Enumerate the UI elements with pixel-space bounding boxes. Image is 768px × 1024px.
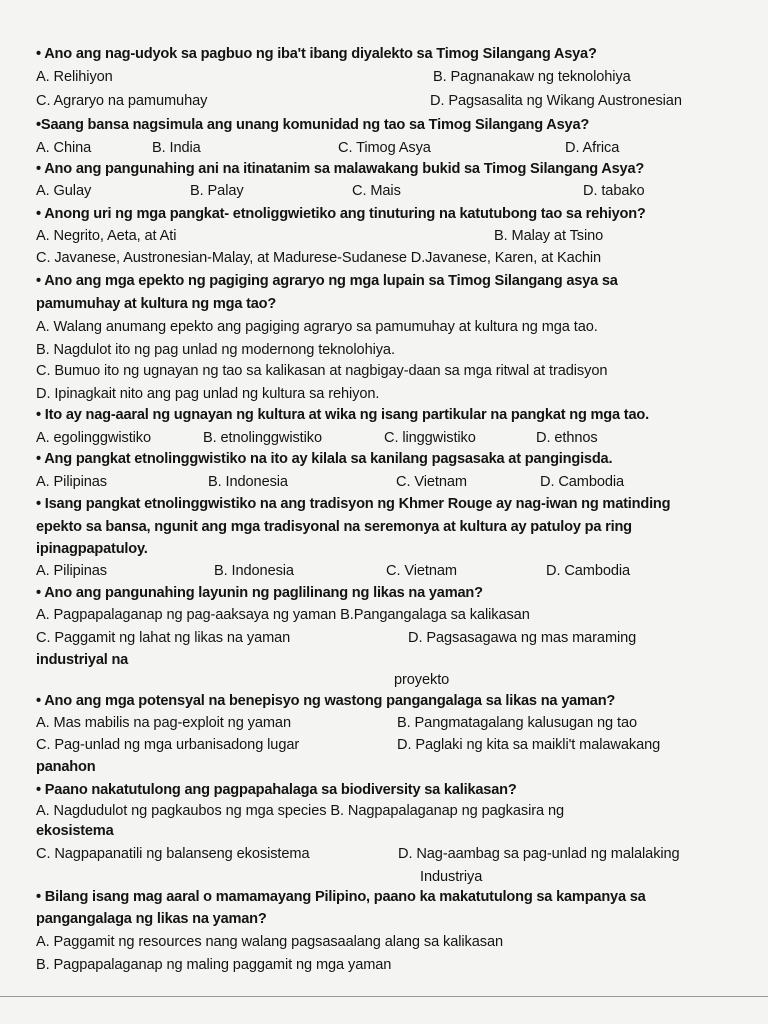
line-text: A. Gulay <box>36 183 92 199</box>
answer-line <box>36 737 736 754</box>
question-line <box>36 519 736 536</box>
option-b: B. India <box>152 140 201 156</box>
question-line <box>36 496 736 513</box>
line-text: ekosistema <box>36 823 114 839</box>
line-text: A. Paggamit ng resources nang walang pagsasaalang alang sa kalikasan <box>36 934 503 950</box>
question-line <box>36 296 736 313</box>
line-text: • Anong uri ng mga pangkat- etnoliggwietiko ang tinuturing na katutubong tao sa rehiyon? <box>36 206 646 222</box>
line-text: A. Negrito, Aeta, at Ati <box>36 228 177 244</box>
option-b: D. Pagsasagawa ng mas maraming <box>408 630 637 646</box>
option-c: C. linggwistiko <box>384 430 476 446</box>
question-line <box>36 117 736 134</box>
line-text: A. Nagdudulot ng pagkaubos ng mga species B. Nagpapalaganap ng pagkasira ng <box>36 803 564 819</box>
question-line <box>36 693 736 710</box>
option-d: D. tabako <box>583 183 645 199</box>
option-d: D. Cambodia <box>546 563 631 579</box>
line-text: A. Relihiyon <box>36 69 113 85</box>
question-line <box>36 161 736 178</box>
option-d: D. Africa <box>565 140 620 156</box>
question-line <box>36 823 736 840</box>
line-text: B. Nagdulot ito ng pag unlad ng modernong teknolohiya. <box>36 342 395 358</box>
line-text: •Saang bansa nagsimula ang unang komunidad ng tao sa Timog Silangang Asya? <box>36 117 590 133</box>
line-text: A. Pilipinas <box>36 474 107 490</box>
line-text: C. Nagpapanatili ng balanseng ekosistema <box>36 846 310 862</box>
line-text: • Ang pangkat etnolinggwistiko na ito ay kilala sa kanilang pagsasaka at pangingisda. <box>36 451 613 467</box>
question-line <box>36 782 736 799</box>
answer-line <box>36 430 736 447</box>
question-line <box>36 759 736 776</box>
option-b: D. Nag-aambag sa pag-unlad ng malalaking <box>398 846 680 862</box>
line-text: epekto sa bansa, ngunit ang mga tradisyonal na seremonya at kultura ay patuloy pa ring <box>36 519 632 535</box>
question-line <box>36 407 736 424</box>
line-text: A. Mas mabilis na pag-exploit ng yaman <box>36 715 291 731</box>
option-b: B. Pangmatagalang kalusugan ng tao <box>397 715 638 731</box>
option-b: D. Pagsasalita ng Wikang Austronesian <box>430 93 682 109</box>
answer-line <box>36 228 736 245</box>
line-text: D. Ipinagkait nito ang pag unlad ng kultura sa rehiyon. <box>36 386 380 402</box>
question-line <box>36 451 736 468</box>
line-text: • Ito ay nag-aaral ng ugnayan ng kultura at wika ng isang partikular na pangkat ng mga tao. <box>36 407 649 423</box>
question-line <box>36 273 736 290</box>
line-text: A. Pilipinas <box>36 563 107 579</box>
answer-line <box>36 846 736 863</box>
answer-line <box>36 140 736 157</box>
line-text: C. Paggamit ng lahat ng likas na yaman <box>36 630 291 646</box>
line-text: A. egolinggwistiko <box>36 430 152 446</box>
line-text: • Ano ang mga potensyal na benepisyo ng wastong pangangalaga sa likas na yaman? <box>36 693 616 709</box>
bottom-rule <box>0 996 768 997</box>
line-text: ipinagpapatuloy. <box>36 541 148 557</box>
line-text: industriyal na <box>36 652 129 668</box>
line-text: C. Agraryo na pamumuhay <box>36 93 208 109</box>
line-text: Industriya <box>420 869 483 885</box>
answer-line <box>36 69 736 86</box>
answer-line <box>36 607 736 624</box>
answer-line <box>36 319 736 336</box>
line-text: • Ano ang pangunahing layunin ng paglilinang ng likas na yaman? <box>36 585 483 601</box>
line-text: • Isang pangkat etnolinggwistiko na ang tradisyon ng Khmer Rouge ay nag-iwan ng matinding <box>36 496 671 512</box>
line-text: pamumuhay at kultura ng mga tao? <box>36 296 277 312</box>
line-text: proyekto <box>394 672 450 688</box>
line-text: • Ano ang mga epekto ng pagiging agraryo ng mga lupain sa Timog Silangang asya sa <box>36 273 618 289</box>
option-d: D. ethnos <box>536 430 598 446</box>
option-c: C. Vietnam <box>386 563 457 579</box>
answer-line <box>36 183 736 200</box>
answer-line <box>36 803 736 820</box>
line-text: C. Pag-unlad ng mga urbanisadong lugar <box>36 737 300 753</box>
option-b: B. Palay <box>190 183 244 199</box>
line-text: • Ano ang pangunahing ani na itinatanim sa malawakang bukid sa Timog Silangang Asya? <box>36 161 645 177</box>
line-text: A. Pagpapalaganap ng pag-aaksaya ng yaman B.Pangangalaga sa kalikasan <box>36 607 530 623</box>
line-text: pangangalaga ng likas na yaman? <box>36 911 267 927</box>
answer-line <box>36 715 736 732</box>
question-line <box>36 541 736 558</box>
option-b: B. Indonesia <box>208 474 288 490</box>
line-text: • Paano nakatutulong ang pagpapahalaga sa biodiversity sa kalikasan? <box>36 782 517 798</box>
question-line <box>36 206 736 223</box>
question-line <box>36 585 736 602</box>
answer-line <box>394 672 768 689</box>
answer-line <box>36 563 736 580</box>
question-line <box>36 911 736 928</box>
answer-line <box>36 386 736 403</box>
question-line <box>36 652 736 669</box>
answer-line <box>36 474 736 491</box>
answer-line <box>36 342 736 359</box>
option-b: D. Paglaki ng kita sa maikli't malawakang <box>397 737 661 753</box>
option-d: D. Cambodia <box>540 474 625 490</box>
option-c: C. Mais <box>352 183 401 199</box>
question-line <box>36 889 736 906</box>
line-text: A. China <box>36 140 92 156</box>
line-text: • Bilang isang mag aaral o mamamayang Pilipino, paano ka makatutulong sa kampanya sa <box>36 889 646 905</box>
answer-line <box>36 957 736 974</box>
option-c: C. Timog Asya <box>338 140 431 156</box>
line-text: panahon <box>36 759 96 775</box>
answer-line <box>36 630 736 647</box>
option-b: B. Malay at Tsino <box>494 228 604 244</box>
option-c: C. Vietnam <box>396 474 467 490</box>
question-line <box>36 46 736 63</box>
line-text: • Ano ang nag-udyok sa pagbuo ng iba't ibang diyalekto sa Timog Silangang Asya? <box>36 46 597 62</box>
option-b: B. Pagnanakaw ng teknolohiya <box>433 69 631 85</box>
answer-line <box>420 869 768 886</box>
answer-line <box>36 363 736 380</box>
option-b: B. Indonesia <box>214 563 294 579</box>
answer-line <box>36 93 736 110</box>
line-text: A. Walang anumang epekto ang pagiging agraryo sa pamumuhay at kultura ng mga tao. <box>36 319 598 335</box>
answer-line <box>36 934 736 951</box>
option-b: B. etnolinggwistiko <box>203 430 322 446</box>
line-text: C. Bumuo ito ng ugnayan ng tao sa kalikasan at nagbigay-daan sa mga ritwal at tradisyon <box>36 363 608 379</box>
answer-line <box>36 250 736 267</box>
line-text: C. Javanese, Austronesian-Malay, at Madurese-Sudanese D.Javanese, Karen, at Kachin <box>36 250 602 266</box>
line-text: B. Pagpapalaganap ng maling paggamit ng mga yaman <box>36 957 392 973</box>
